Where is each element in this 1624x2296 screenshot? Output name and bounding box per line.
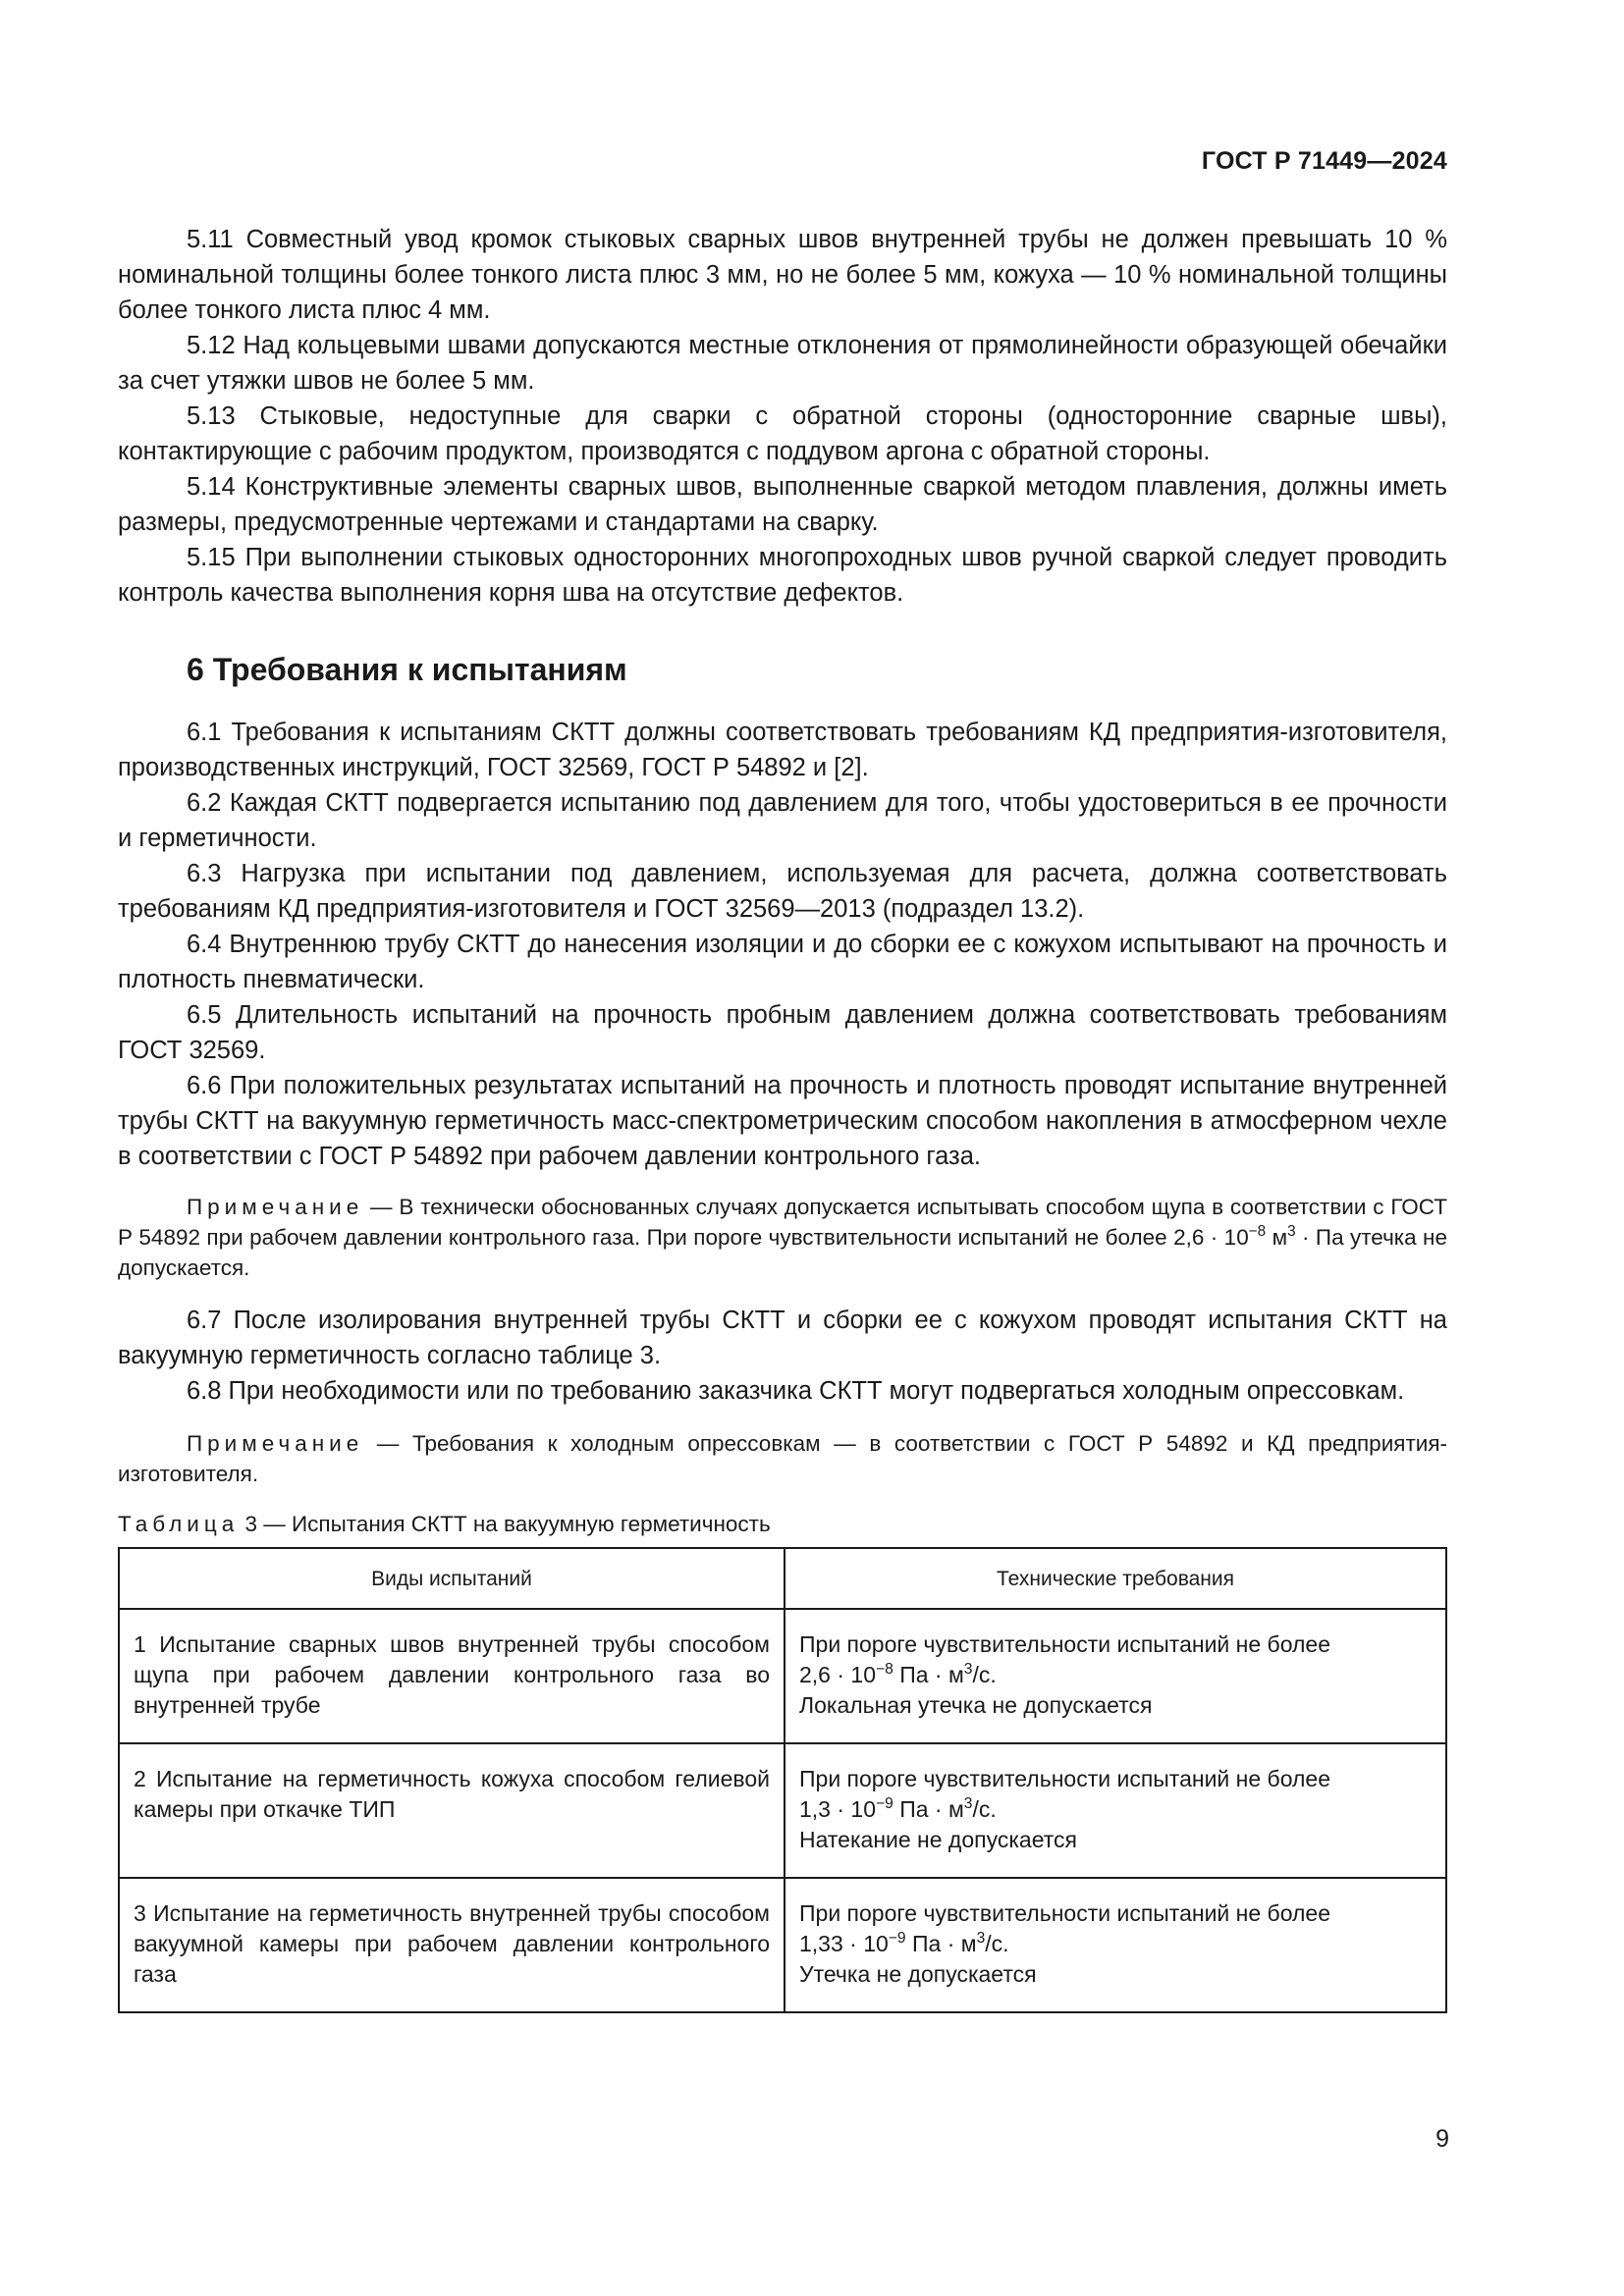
page-number: 9 — [1435, 2125, 1449, 2153]
note-2-text: — Требования к холодным опрессовкам — в соответствии с ГОСТ Р 54892 и КД предприятия-изготовителя. — [118, 1431, 1447, 1486]
table-header-row — [119, 1548, 1446, 1609]
requirement-conclusion: Утечка не допускается — [799, 1961, 1037, 1987]
paragraph-6-6: 6.6 При положительных результатах испытаний на прочность и плотность проводят испытание внутренней трубы СКТТ на вакуумную герметичность масс-спектрометрическим способом накопления в атмосферном чехле в соответствии с ГОСТ Р 54892 при рабочем давлении контрольного газа. — [118, 1072, 1447, 1170]
table-row — [119, 1743, 1446, 1878]
unit-tail: /с. — [972, 1662, 997, 1687]
requirement-conclusion: Локальная утечка не допускается — [799, 1692, 1153, 1718]
section-6-heading: 6 Требования к испытаниям — [187, 652, 627, 687]
paragraph-6-2: 6.2 Каждая СКТТ подвергается испытанию под давлением для того, чтобы удостовериться в ее прочности и герметичности. — [118, 789, 1447, 852]
table-header-test-types: Виды испытаний — [119, 1548, 785, 1609]
standard-designation: ГОСТ Р 71449—2024 — [1201, 147, 1447, 175]
table-3-caption — [118, 1509, 1447, 1539]
note-1-exponent: −8 — [1248, 1222, 1267, 1240]
paragraph-6-1: 6.1 Требования к испытаниям СКТТ должны соответствовать требованиям КД предприятия-изготовителя, производственных инструкций, ГОСТ 32569, ГОСТ Р 54892 и [2]. — [118, 719, 1447, 781]
value-unit: Па · м — [905, 1931, 977, 1956]
table-cell-test-type: 2 Испытание на герметичность кожуха способом гелиевой камеры при откачке ТИП — [119, 1743, 785, 1878]
note-1-text: — В технически обоснованных случаях допускается испытывать способом щупа в соответствии с ГОСТ Р 54892 при рабочем давлении контрольного газа. При пороге чувствительности испытаний не более 2,6 · 10 — [118, 1195, 1447, 1250]
paragraph-6-5: 6.5 Длительность испытаний на прочность пробным давлением должна соответствовать требованиям ГОСТ 32569. — [118, 1001, 1447, 1064]
paragraph-5-13: 5.13 Стыковые, недоступные для сварки с обратной стороны (односторонние сварные швы), контактирующие с рабочим продуктом, производятся с поддувом аргона с обратной стороны. — [118, 402, 1447, 465]
table-3 — [118, 1547, 1447, 2013]
paragraph-6-7: 6.7 После изолирования внутренней трубы СКТТ и сборки ее с кожухом проводят испытания СКТТ на вакуумную герметичность согласно таблице 3. — [118, 1307, 1447, 1369]
paragraph-5-14: 5.14 Конструктивные элементы сварных швов, выполненные сваркой методом плавления, должны иметь размеры, предусмотренные чертежами и стандартами на сварку. — [118, 473, 1447, 536]
requirement-value — [799, 1660, 1432, 1690]
paragraph-5-15: 5.15 При выполнении стыковых односторонних многопроходных швов ручной сваркой следует проводить контроль качества выполнения корня шва на отсутствие дефектов. — [118, 544, 1447, 607]
value-base: 2,6 · 10 — [799, 1662, 876, 1687]
requirement-value — [799, 1794, 1432, 1825]
value-exponent: −8 — [876, 1660, 893, 1678]
table-cell-requirement — [785, 1878, 1446, 2012]
unit-tail: /с. — [985, 1931, 1009, 1956]
table-caption-text: 3 — Испытания СКТТ на вакуумную герметичность — [239, 1512, 771, 1536]
unit-exponent: 3 — [976, 1929, 986, 1947]
table-cell-test-type: 1 Испытание сварных швов внутренней трубы способом щупа при рабочем давлении контрольного газа во внутренней трубе — [119, 1609, 785, 1743]
paragraph-5-11: 5.11 Совместный увод кромок стыковых сварных швов внутренней трубы не должен превышать 10 % номинальной толщины более тонкого листа плюс 3 мм, но не более 5 мм, кожуха — 10 % номинальной толщины более тонкого листа плюс 4 мм. — [118, 226, 1447, 324]
table-header-requirements: Технические требования — [785, 1548, 1446, 1609]
note-1-label: Примечание — [187, 1195, 364, 1219]
table-cell-test-type: 3 Испытание на герметичность внутренней трубы способом вакуумной камеры при рабочем давлении контрольного газа — [119, 1878, 785, 2012]
unit-exponent: 3 — [963, 1794, 973, 1812]
paragraph-6-3: 6.3 Нагрузка при испытании под давлением, используемая для расчета, должна соответствовать требованиям КД предприятия-изготовителя и ГОСТ 32569—2013 (подраздел 13.2). — [118, 860, 1447, 923]
note-2 — [118, 1428, 1447, 1489]
unit-exponent: 3 — [963, 1660, 973, 1678]
table-row — [119, 1609, 1446, 1743]
document-body — [118, 222, 1447, 2013]
note-1-tail: · Па утечка не допускается. — [118, 1225, 1447, 1280]
requirement-line: При пороге чувствительности испытаний не более — [799, 1766, 1331, 1791]
paragraph-5-12: 5.12 Над кольцевыми швами допускаются местные отклонения от прямолинейности образующей обечайки за счет утяжки швов не более 5 мм. — [118, 332, 1447, 395]
value-exponent: −9 — [876, 1794, 893, 1812]
paragraph-6-4: 6.4 Внутреннюю трубу СКТТ до нанесения изоляции и до сборки ее с кожухом испытывают на прочность и плотность пневматически. — [118, 931, 1447, 993]
value-exponent: −9 — [888, 1929, 906, 1947]
note-1 — [118, 1192, 1447, 1283]
requirement-value — [799, 1929, 1432, 1959]
unit-tail: /с. — [972, 1796, 997, 1822]
table-row — [119, 1878, 1446, 2012]
table-cell-requirement — [785, 1609, 1446, 1743]
paragraph-6-8: 6.8 При необходимости или по требованию заказчика СКТТ могут подвергаться холодным опрессовкам. — [187, 1377, 1405, 1405]
note-2-label: Примечание — [187, 1431, 364, 1456]
value-unit: Па · м — [893, 1796, 964, 1822]
requirement-conclusion: Натекание не допускается — [799, 1827, 1077, 1852]
value-unit: Па · м — [893, 1662, 964, 1687]
value-base: 1,3 · 10 — [799, 1796, 876, 1822]
requirement-line: При пороге чувствительности испытаний не более — [799, 1631, 1331, 1657]
table-cell-requirement — [785, 1743, 1446, 1878]
note-1-unit-exponent: 3 — [1287, 1222, 1296, 1240]
note-1-unit: м — [1266, 1225, 1288, 1250]
table-caption-label: Таблица — [118, 1512, 240, 1536]
requirement-line: При пороге чувствительности испытаний не более — [799, 1900, 1331, 1926]
value-base: 1,33 · 10 — [799, 1931, 889, 1956]
